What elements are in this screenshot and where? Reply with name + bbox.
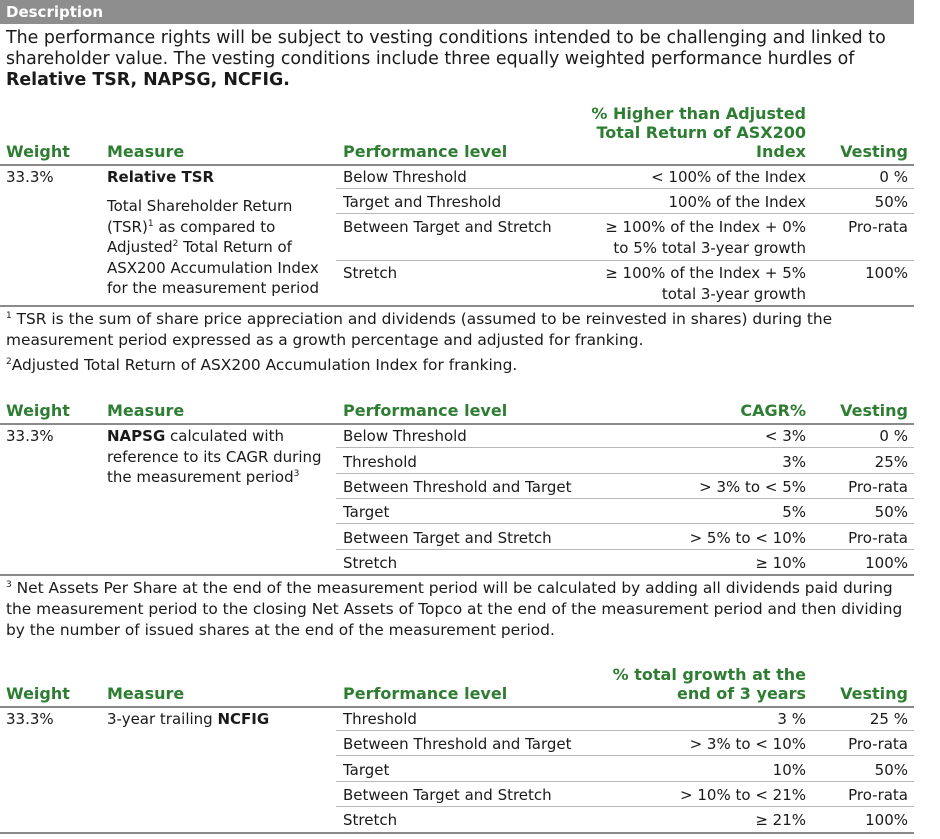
vesting-cell: 50% xyxy=(874,503,908,521)
header-rule xyxy=(0,423,914,425)
row-rule xyxy=(336,213,914,214)
vesting-cell: 25% xyxy=(874,453,908,471)
intro-paragraph xyxy=(6,28,911,91)
pct-cell: ≥ 10% xyxy=(755,554,806,572)
row-rule xyxy=(336,473,914,474)
pct-header-line1: % total growth at the xyxy=(612,665,806,684)
pct-cell: 3% xyxy=(782,453,806,471)
pct-cell: ≥ 21% xyxy=(755,811,806,829)
weight-header: Weight xyxy=(6,401,70,420)
measure-description: 3-year trailing NCFIG xyxy=(107,710,270,728)
level-cell: Below Threshold xyxy=(343,427,467,445)
vesting-cell: 100% xyxy=(865,811,908,829)
level-cell: Below Threshold xyxy=(343,168,467,186)
level-cell: Stretch xyxy=(343,811,398,829)
vesting-cell: Pro-rata xyxy=(848,786,908,804)
performance-level-header: Performance level xyxy=(343,684,508,703)
pct-cell: 10% xyxy=(772,761,806,779)
weight-value: 33.3% xyxy=(6,710,54,728)
row-rule xyxy=(336,549,914,550)
weight-value: 33.3% xyxy=(6,427,54,445)
vesting-cell: 0 % xyxy=(879,168,908,186)
vesting-header: Vesting xyxy=(840,142,908,161)
row-rule xyxy=(336,781,914,782)
pct-cell-line2: to 5% total 3-year growth xyxy=(613,239,806,257)
table-bottom-rule xyxy=(0,832,914,834)
vesting-cell: 0 % xyxy=(879,427,908,445)
level-cell: Between Target and Stretch xyxy=(343,218,552,236)
row-rule xyxy=(336,188,914,189)
row-rule xyxy=(336,523,914,524)
row-rule xyxy=(336,260,914,261)
level-cell: Target xyxy=(343,761,390,779)
vesting-cell: 100% xyxy=(865,554,908,572)
pct-cell: 5% xyxy=(782,503,806,521)
pct-header-line2: end of 3 years xyxy=(677,684,806,703)
vesting-cell: Pro-rata xyxy=(848,218,908,236)
weight-header: Weight xyxy=(6,142,70,161)
row-rule xyxy=(336,806,914,807)
vesting-cell: Pro-rata xyxy=(848,529,908,547)
weight-value: 33.3% xyxy=(6,168,54,186)
level-cell: Target xyxy=(343,503,390,521)
measure-description: NAPSG calculated with reference to its CAGR during the measurement period$^3$ xyxy=(107,427,322,486)
pct-cell: < 100% of the Index xyxy=(651,168,806,186)
vesting-cell: 25 % xyxy=(869,710,908,728)
measure-description: Total Shareholder Return (TSR)$^1$ as compared to Adjusted$^2$ Total Return of ASX200 Accumulation Index for the measurement period xyxy=(107,197,319,297)
pct-cell: ≥ 100% of the Index + 0% xyxy=(605,218,806,236)
performance-level-header: Performance level xyxy=(343,401,508,420)
table-bottom-rule xyxy=(0,574,914,576)
measure-header: Measure xyxy=(107,684,185,703)
row-rule xyxy=(336,498,914,499)
pct-cell-line2: total 3-year growth xyxy=(661,285,806,303)
header-rule xyxy=(0,164,914,166)
pct-header-line1: % Higher than Adjusted xyxy=(591,104,806,123)
measure-header: Measure xyxy=(107,142,185,161)
intro-hurdles: Relative TSR, NAPSG, NCFIG. xyxy=(6,70,290,90)
footnote-2: $^2$Adjusted Total Return of ASX200 Accumulation Index for franking. xyxy=(6,356,518,374)
pct-cell: 3 % xyxy=(777,710,806,728)
pct-cell: 100% of the Index xyxy=(668,193,806,211)
vesting-cell: 50% xyxy=(874,193,908,211)
level-cell: Threshold xyxy=(343,453,417,471)
footnote-1: $^1$ TSR is the sum of share price appreciation and dividends (assumed to be reinvested in shares) during the measurement period expressed as a growth percentage and adjusted for franking. xyxy=(6,310,833,349)
level-cell: Between Threshold and Target xyxy=(343,735,572,753)
vesting-header: Vesting xyxy=(840,401,908,420)
measure-header: Measure xyxy=(107,401,185,420)
pct-cell: < 3% xyxy=(764,427,806,445)
cagr-header: CAGR% xyxy=(740,401,806,420)
pct-cell: > 3% to < 10% xyxy=(689,735,806,753)
vesting-cell: 50% xyxy=(874,761,908,779)
row-rule xyxy=(336,730,914,731)
footnote-ref-1: 1 xyxy=(147,218,154,229)
pct-header-line2: Total Return of ASX200 xyxy=(596,123,806,142)
pct-cell: ≥ 100% of the Index + 5% xyxy=(605,264,806,282)
pct-cell: > 10% to < 21% xyxy=(680,786,806,804)
pct-cell: > 5% to < 10% xyxy=(689,529,806,547)
level-cell: Stretch xyxy=(343,264,398,282)
intro-text: The performance rights will be subject to vesting conditions intended to be challenging and linked to shareholder value. The vesting conditions include three equally weighted performance hurdles of xyxy=(6,28,886,69)
vesting-cell: Pro-rata xyxy=(848,478,908,496)
header-rule xyxy=(0,706,914,708)
table-bottom-rule xyxy=(0,305,914,307)
level-cell: Stretch xyxy=(343,554,398,572)
vesting-cell: 100% xyxy=(865,264,908,282)
vesting-cell: Pro-rata xyxy=(848,735,908,753)
level-cell: Target and Threshold xyxy=(343,193,502,211)
level-cell: Between Target and Stretch xyxy=(343,786,552,804)
footnote-ref-3: 3 xyxy=(293,469,300,479)
performance-level-header: Performance level xyxy=(343,142,508,161)
pct-cell: > 3% to < 5% xyxy=(699,478,806,496)
weight-header: Weight xyxy=(6,684,70,703)
measure-title: Relative TSR xyxy=(107,168,215,186)
level-cell: Threshold xyxy=(343,710,417,728)
footnote-3: $^3$ Net Assets Per Share at the end of the measurement period will be calculated by adding all dividends paid during the measurement period to the closing Net Assets of Topco at the end of the measurement period and then dividing by the number of issued shares at the end of the measurement period. xyxy=(6,579,903,639)
row-rule xyxy=(336,755,914,756)
level-cell: Between Threshold and Target xyxy=(343,478,572,496)
pct-header-line3: Index xyxy=(756,142,806,161)
footnote-ref-2: 2 xyxy=(172,239,179,249)
vesting-header: Vesting xyxy=(840,684,908,703)
level-cell: Between Target and Stretch xyxy=(343,529,552,547)
section-header: Description xyxy=(0,0,914,24)
row-rule xyxy=(336,447,914,448)
